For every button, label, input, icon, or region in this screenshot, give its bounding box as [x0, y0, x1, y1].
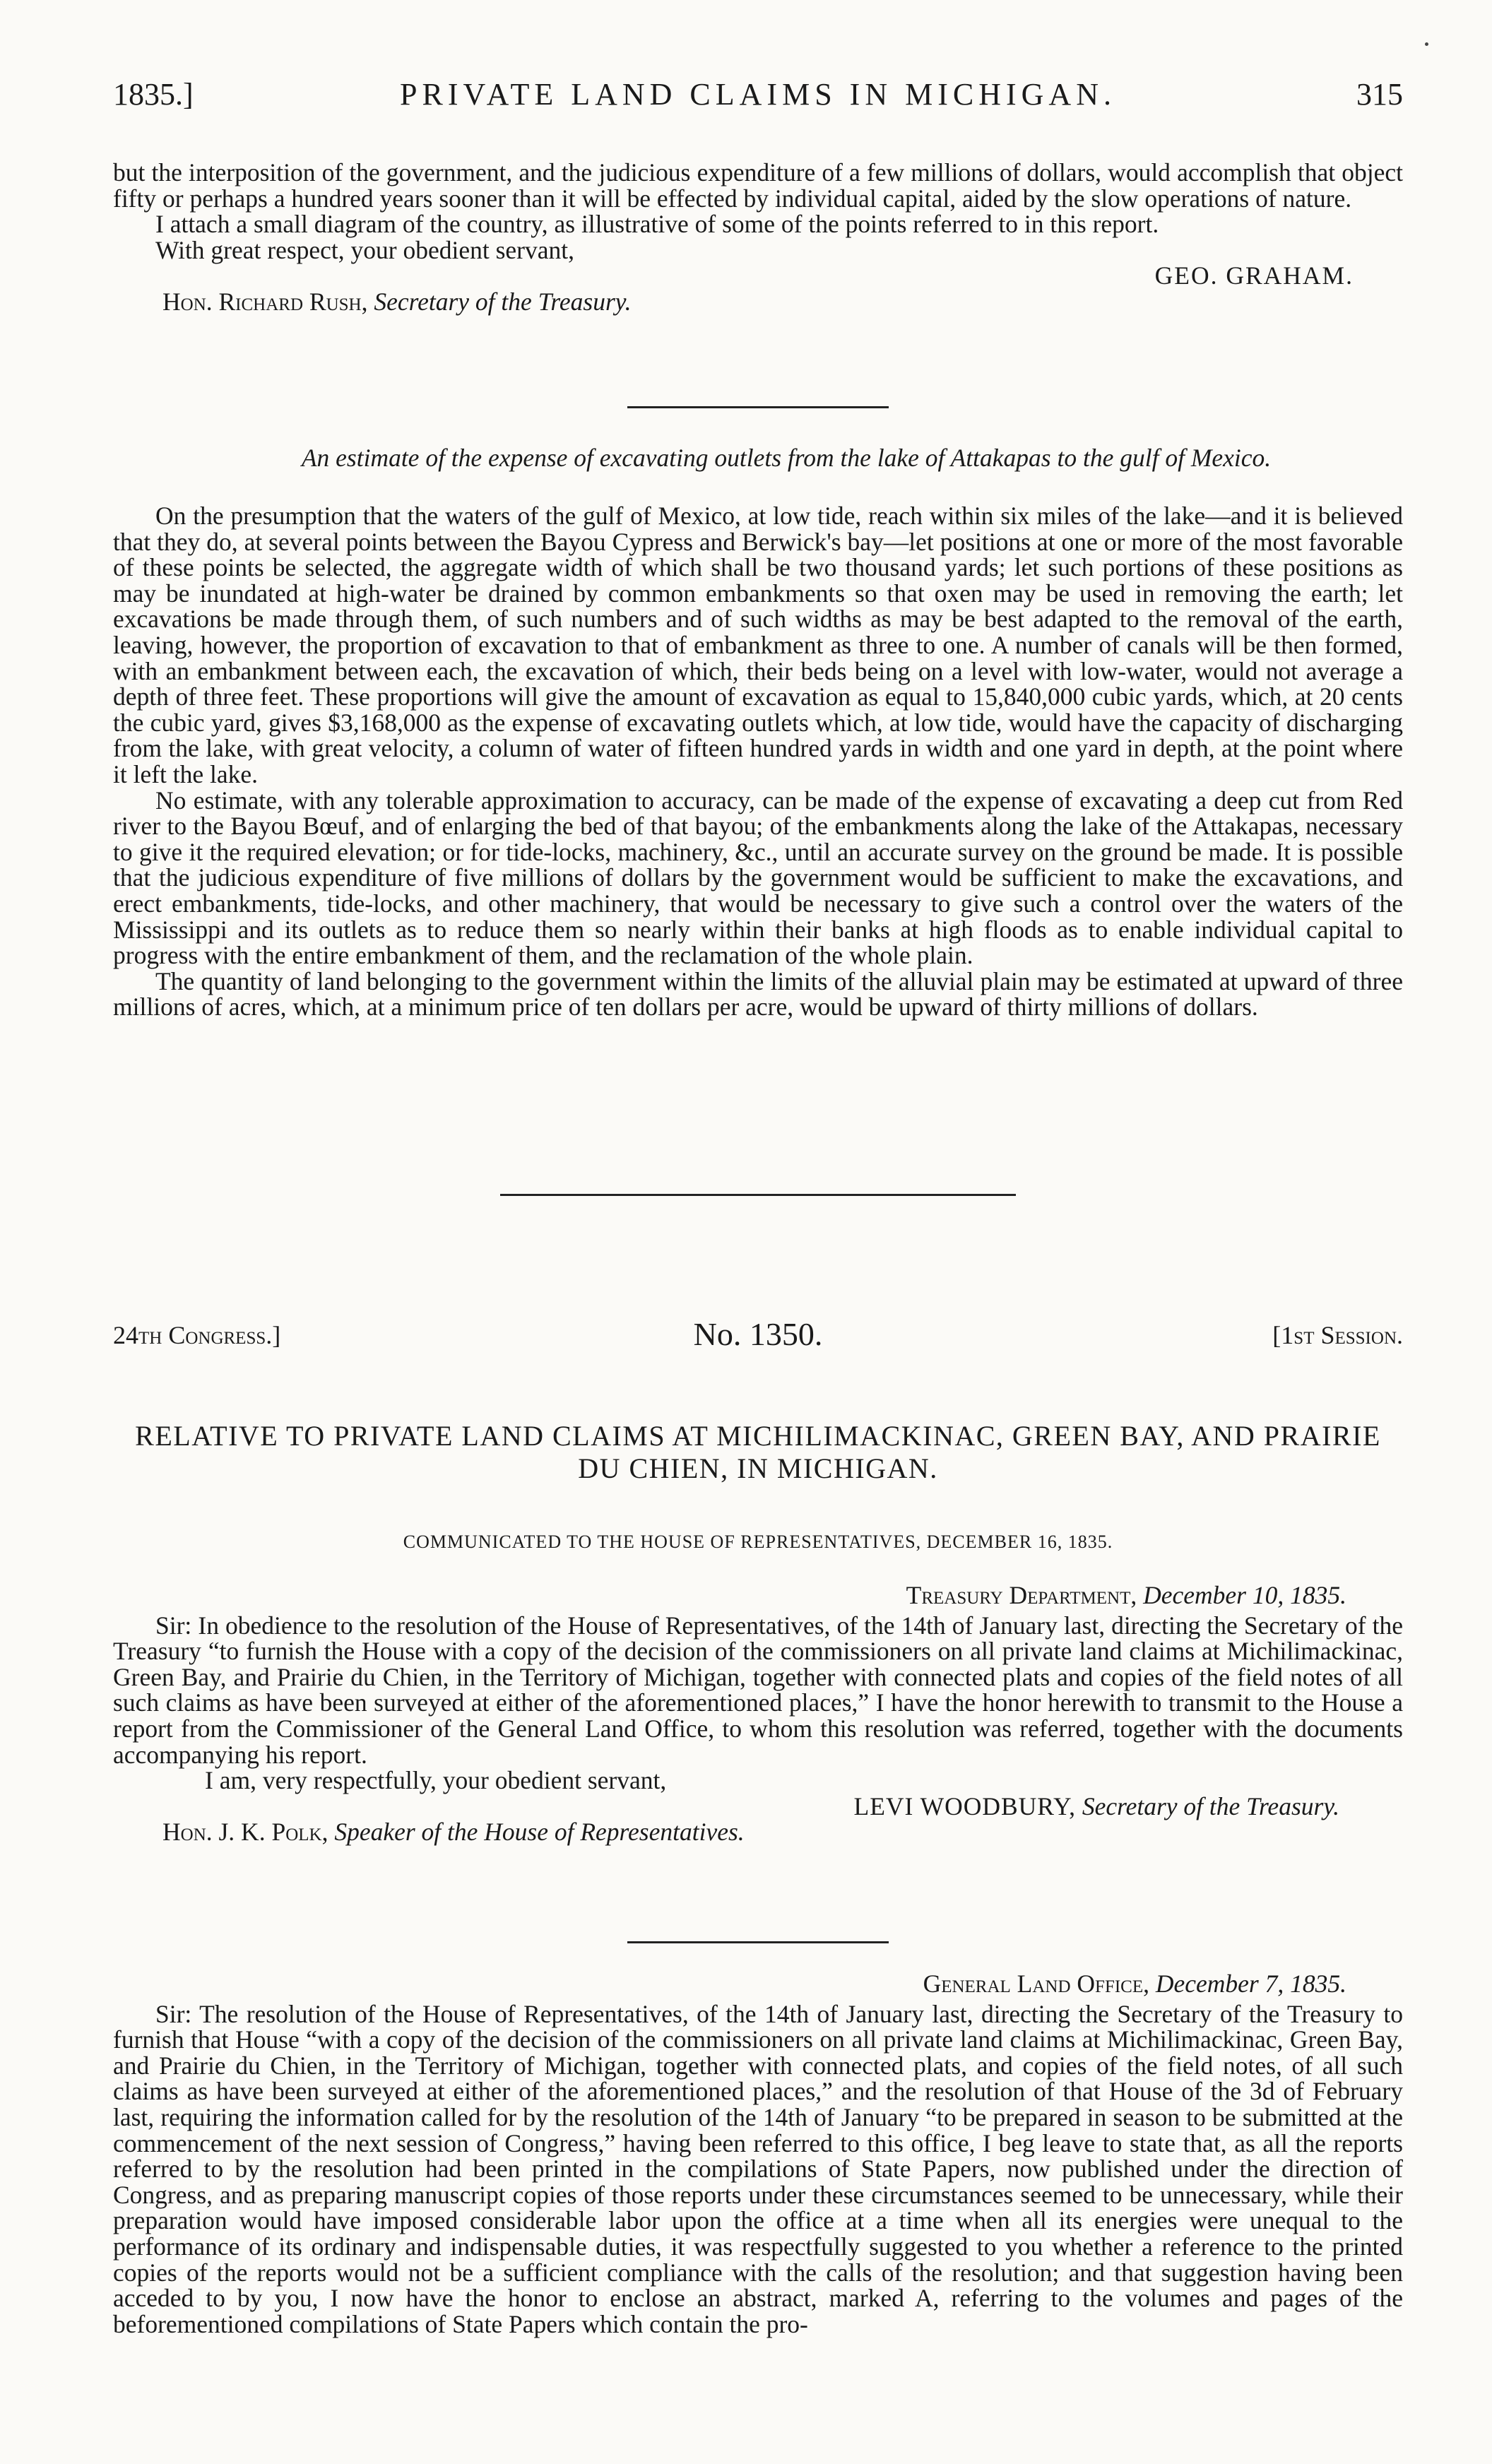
page-speck: [1425, 42, 1428, 46]
document-divider: [500, 1194, 1016, 1196]
signature: GEO. GRAHAM.: [1154, 261, 1354, 290]
estimate-heading: An estimate of the expense of excavating outlets from the lake of Attakapas to the gulf of Mexico.: [301, 444, 1272, 472]
letter2-date: December 7, 1835.: [1155, 1970, 1346, 1998]
letter2-dateline: [113, 1971, 1403, 1997]
letter1-addressee-name: Hon. J. K. Polk,: [162, 1818, 328, 1847]
communicated-line: COMMUNICATED TO THE HOUSE OF REPRESENTATIVES, DECEMBER 16, 1835.: [403, 1532, 1113, 1552]
session: [1st Session.: [1272, 1321, 1403, 1349]
addressee: [113, 289, 1403, 315]
letter1-addressee-title: Speaker of the House of Representatives.: [334, 1818, 745, 1847]
diagram-paragraph: I attach a small diagram of the country, as illustrative of some of the points referred to in this report.: [155, 210, 1159, 239]
continuation-paragraph: but the interposition of the government, and the judicious expenditure of a few millions of dollars, would accomplish that object fifty or perhaps a hundred years sooner than it will be effected by individual capital, aided by the slow operations of nature.: [113, 158, 1403, 213]
addressee-title: Secretary of the Treasury.: [374, 287, 632, 316]
estimate-paragraph-1: On the presumption that the waters of the gulf of Mexico, at low tide, reach within six miles of the lake—and it is believed that they do, at several points between the Bayou Cypress and Berwick's bay—let positions at one or more of the most favorable of these points be selected, the aggregate width of which shall be two thousand yards; let such portions of these positions as may be inundated at high-water be drained by common embankments so that oxen may be used in removing the earth; let excavations be made through them, of such numbers and of such widths as may be best adapted to the removal of the earth, leaving, however, the proportion of excavation to that of embankment as three to one. A number of canals will be then formed, with an embankment between each, the excavation of which, their beds being on a level with low-water, would not average a depth of three feet. These proportions will give the amount of excavation as equal to 15,840,000 cubic yards, which, at 20 cents the cubic yard, gives $3,168,000 as the expense of excavating outlets which, at low tide, would have the capacity of discharging from the lake, with great velocity, a column of water of fifteen hundred yards in width and one yard in depth, at the point where it left the lake.: [113, 502, 1403, 788]
header-year: 1835.]: [113, 77, 194, 112]
addressee-name: Hon. Richard Rush,: [162, 287, 368, 316]
closing-line: With great respect, your obedient servant,: [155, 235, 574, 264]
running-header: [113, 76, 1403, 119]
letter1-signer-title: Secretary of the Treasury.: [1082, 1791, 1339, 1820]
estimate-paragraph-3: The quantity of land belonging to the government within the limits of the alluvial plain may be estimated at upward of three millions of acres, which, at a minimum price of ten dollars per acre, would be upward of thirty millions of dollars.: [113, 966, 1403, 1021]
letter1-body: Sir: In obedience to the resolution of the House of Representatives, of the 14th of January last, directing the Secretary of the Treasury “to furnish the House with a copy of the decision of the commissioners on all private land claims at Michilimackinac, Green Bay, and Prairie du Chien, in the Territory of Michigan, together with connected plats and copies of the field notes of all such claims as have been surveyed at either of the aforementioned places,” I have the honor herewith to transmit to the House a report from the Commissioner of the General Land Office, to whom this resolution was referred, together with the documents accompanying his report.: [113, 1611, 1403, 1769]
letter1-signature: [113, 1791, 1403, 1820]
letter1-date: December 10, 1835.: [1143, 1581, 1346, 1609]
estimate-section: [113, 503, 1403, 1020]
letter1-closing: I am, very respectfully, your obedient servant,: [205, 1766, 667, 1795]
letter2-place: General Land Office,: [923, 1970, 1149, 1998]
letter1-signer: LEVI WOODBURY,: [853, 1791, 1076, 1820]
report-continuation: [113, 160, 1403, 315]
congress: 24th Congress.]: [113, 1321, 281, 1349]
letter1-dateline: [113, 1582, 1403, 1609]
congress-line: [113, 1310, 1403, 1353]
letter2-body: Sir: The resolution of the House of Representatives, of the 14th of January last, directing the Secretary of the Treasury to furnish that House “with a copy of the decision of the commissioners on all private land claims at Michilimackinac, Green Bay, and Prairie du Chien, in the Territory of Michigan, together with connected plats, and copies of the field notes, of all such claims as have been surveyed at either of the aforementioned places,” and the resolution of that House of the 3d of February last, requiring the information called for by the resolution of the 14th of January “to be prepared in season to be submitted at the commencement of the next session of Congress,” having been referred to this office, I beg leave to state that, as all the reports referred to by the resolution had been printed in the compilations of State Papers, now published under the direction of Congress, and as preparing manuscript copies of those reports under these circumstances seemed to be unnecessary, while their preparation would have imposed considerable labor upon the office at a time when all its energies were unequal to the performance of its ordinary and indispensable duties, it was respectfully suggested to you whether a reference to the printed copies of the reports would not be a sufficient compliance with the calls of the resolution; and that suggestion having been acceded to by you, I now have the honor to enclose an abstract, marked A, referring to the volumes and pages of the beforementioned compilations of State Papers which contain the pro-: [113, 1999, 1403, 2338]
letter-land-office: [113, 1971, 1403, 2337]
estimate-paragraph-2: No estimate, with any tolerable approximation to accuracy, can be made of the expense of excavating a deep cut from Red river to the Bayou Bœuf, and of enlarging the bed of that bayou; of the embankments along the lake of the Attakapas, necessary to give it the required elevation; or for tide-locks, machinery, &c., until an accurate survey on the ground be made. It is possible that the judicious expenditure of five millions of dollars by the government would be sufficient to make the excavations, and erect embankments, tide-locks, and other machinery, that would be necessary to give such a control over the waters of the Mississippi and its outlets as to reduce them so nearly within their banks at high floods as to enable individual capital to progress with the entire embankment of them, and the reclamation of the whole plain.: [113, 786, 1403, 970]
document-number: No. 1350.: [693, 1316, 823, 1352]
header-title: PRIVATE LAND CLAIMS IN MICHIGAN.: [400, 77, 1116, 112]
letter-divider: [627, 1941, 889, 1943]
letter-treasury: [113, 1582, 1403, 1845]
section-divider: [627, 406, 889, 408]
letter1-place: Treasury Department,: [906, 1581, 1137, 1609]
letter1-addressee: [113, 1819, 1403, 1845]
page-number: 315: [1356, 77, 1403, 112]
document-title: RELATIVE TO PRIVATE LAND CLAIMS AT MICHILIMACKINAC, GREEN BAY, AND PRAIRIE DU CHIEN, IN MICHIGAN.: [135, 1420, 1381, 1484]
